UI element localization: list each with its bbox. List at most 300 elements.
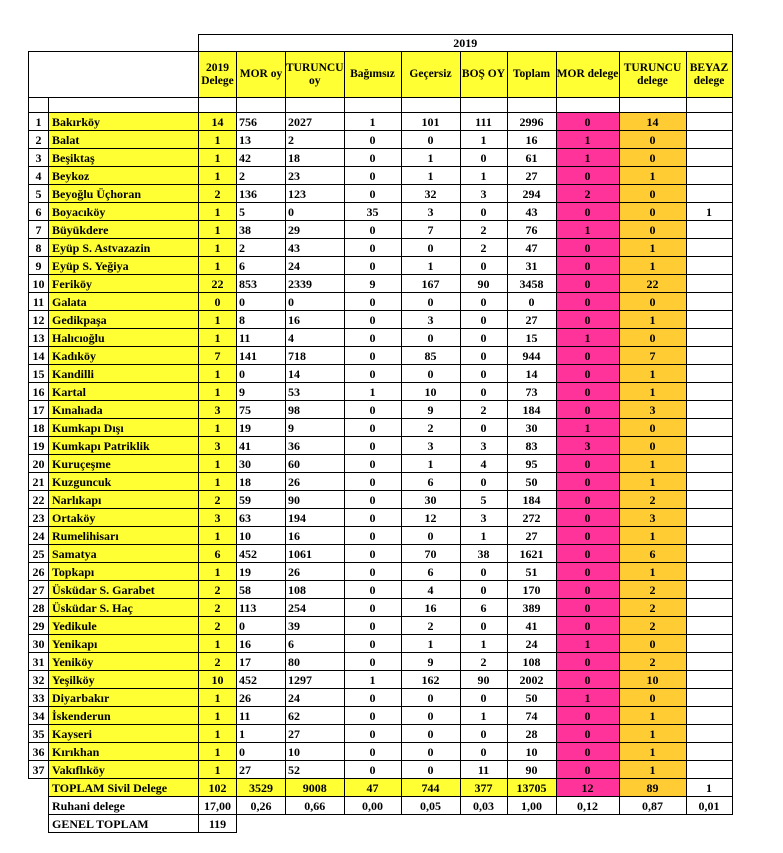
- cell-toplam: 76: [507, 221, 556, 239]
- cell-tur-del: 0: [619, 419, 686, 437]
- cell-mor: 63: [237, 509, 286, 527]
- cell-beyaz: [686, 653, 732, 671]
- table-row: [29, 743, 733, 761]
- total-row-turuncu: 9008: [286, 779, 345, 797]
- cell-mor: 18: [237, 473, 286, 491]
- cell-turuncu: 24: [286, 689, 345, 707]
- ruhani-row-mor-del: 0,12: [556, 797, 619, 815]
- table-row: [29, 545, 733, 563]
- total-row-mor: 3529: [237, 779, 286, 797]
- cell-toplam: 184: [507, 401, 556, 419]
- cell-gecersiz: 0: [401, 239, 460, 257]
- cell-gecersiz: 0: [401, 293, 460, 311]
- cell-name: Eyüp S. Astvazazin: [49, 239, 199, 257]
- cell-mor-del: 0: [556, 671, 619, 689]
- cell-mor: 0: [237, 365, 286, 383]
- cell-mor-del: 0: [556, 617, 619, 635]
- cell-gecersiz: 10: [401, 383, 460, 401]
- cell-name: Feriköy: [49, 275, 199, 293]
- cell-turuncu: 2339: [286, 275, 345, 293]
- cell-bos: 90: [460, 671, 507, 689]
- cell-toplam: 95: [507, 455, 556, 473]
- cell-gecersiz: 7: [401, 221, 460, 239]
- cell-toplam: 47: [507, 239, 556, 257]
- cell-mor-del: 0: [556, 581, 619, 599]
- cell-turuncu: 194: [286, 509, 345, 527]
- cell-bagimsiz: 0: [344, 743, 401, 761]
- cell-bagimsiz: 0: [344, 635, 401, 653]
- cell-gecersiz: 1: [401, 635, 460, 653]
- cell-toplam: 14: [507, 365, 556, 383]
- cell-gecersiz: 101: [401, 113, 460, 131]
- cell-tur-del: 1: [619, 167, 686, 185]
- cell-mor: 9: [237, 383, 286, 401]
- cell-gecersiz: 3: [401, 437, 460, 455]
- cell-bagimsiz: 1: [344, 113, 401, 131]
- cell-beyaz: [686, 473, 732, 491]
- cell-mor: 8: [237, 311, 286, 329]
- cell-mor: 1: [237, 725, 286, 743]
- cell-no: 7: [29, 221, 49, 239]
- cell-gecersiz: 3: [401, 203, 460, 221]
- cell-delege: 2: [199, 617, 237, 635]
- cell-mor: 75: [237, 401, 286, 419]
- cell-no: 37: [29, 761, 49, 779]
- cell-tur-del: 1: [619, 383, 686, 401]
- cell-toplam: 41: [507, 617, 556, 635]
- cell-no: 35: [29, 725, 49, 743]
- cell-name: Beşiktaş: [49, 149, 199, 167]
- cell-turuncu: 18: [286, 149, 345, 167]
- cell-bos: 0: [460, 419, 507, 437]
- cell-beyaz: [686, 185, 732, 203]
- cell-no: 20: [29, 455, 49, 473]
- table-row: [29, 203, 733, 221]
- cell-delege: 1: [199, 311, 237, 329]
- cell-tur-del: 2: [619, 617, 686, 635]
- cell-gecersiz: 2: [401, 617, 460, 635]
- cell-no: 24: [29, 527, 49, 545]
- cell-name: Rumelihisarı: [49, 527, 199, 545]
- cell-beyaz: [686, 725, 732, 743]
- cell-mor-del: 0: [556, 113, 619, 131]
- table-row: [29, 599, 733, 617]
- cell-toplam: 50: [507, 473, 556, 491]
- cell-turuncu: 60: [286, 455, 345, 473]
- cell-bagimsiz: 0: [344, 545, 401, 563]
- cell-no: 14: [29, 347, 49, 365]
- cell-name: Yenikapı: [49, 635, 199, 653]
- cell-turuncu: 90: [286, 491, 345, 509]
- cell-turuncu: 108: [286, 581, 345, 599]
- cell-beyaz: [686, 545, 732, 563]
- ruhani-row-tur-del: 0,87: [619, 797, 686, 815]
- cell-turuncu: 43: [286, 239, 345, 257]
- cell-mor-del: 0: [556, 761, 619, 779]
- cell-no: 6: [29, 203, 49, 221]
- cell-toplam: 108: [507, 653, 556, 671]
- cell-gecersiz: 0: [401, 527, 460, 545]
- cell-beyaz: [686, 671, 732, 689]
- cell-no: 2: [29, 131, 49, 149]
- cell-no: 23: [29, 509, 49, 527]
- cell-mor-del: 0: [556, 527, 619, 545]
- total-row-bagimsiz: 47: [344, 779, 401, 797]
- cell-tur-del: 1: [619, 527, 686, 545]
- cell-toplam: 61: [507, 149, 556, 167]
- cell-beyaz: [686, 509, 732, 527]
- cell-delege: 2: [199, 599, 237, 617]
- cell-beyaz: [686, 257, 732, 275]
- cell-gecersiz: 32: [401, 185, 460, 203]
- cell-mor-del: 0: [556, 725, 619, 743]
- cell-delege: 1: [199, 527, 237, 545]
- cell-mor: 2: [237, 167, 286, 185]
- header-turuncu-oy: TURUNCU oy: [286, 52, 345, 98]
- cell-gecersiz: 30: [401, 491, 460, 509]
- cell-gecersiz: 167: [401, 275, 460, 293]
- cell-name: Kuzguncuk: [49, 473, 199, 491]
- cell-name: Samatya: [49, 545, 199, 563]
- cell-no: 11: [29, 293, 49, 311]
- cell-tur-del: 1: [619, 761, 686, 779]
- cell-mor-del: 0: [556, 653, 619, 671]
- cell-bagimsiz: 0: [344, 149, 401, 167]
- cell-no: 29: [29, 617, 49, 635]
- cell-turuncu: 2027: [286, 113, 345, 131]
- cell-mor: 452: [237, 671, 286, 689]
- cell-delege: 1: [199, 365, 237, 383]
- cell-beyaz: [686, 689, 732, 707]
- cell-toplam: 83: [507, 437, 556, 455]
- cell-bagimsiz: 0: [344, 491, 401, 509]
- cell-turuncu: 718: [286, 347, 345, 365]
- cell-bagimsiz: 0: [344, 617, 401, 635]
- cell-mor: 141: [237, 347, 286, 365]
- table-row: [29, 617, 733, 635]
- cell-no: 19: [29, 437, 49, 455]
- cell-delege: 1: [199, 563, 237, 581]
- cell-bos: 111: [460, 113, 507, 131]
- cell-name: Bakırköy: [49, 113, 199, 131]
- cell-no: 21: [29, 473, 49, 491]
- table-row: [29, 311, 733, 329]
- table-row: [29, 365, 733, 383]
- cell-mor-del: 0: [556, 167, 619, 185]
- cell-bagimsiz: 0: [344, 599, 401, 617]
- cell-mor-del: 1: [556, 221, 619, 239]
- cell-mor: 452: [237, 545, 286, 563]
- total-row-label: TOPLAM Sivil Delege: [49, 779, 199, 797]
- ruhani-row-delege: 17,00: [199, 797, 237, 815]
- table-row: [29, 257, 733, 275]
- cell-bagimsiz: 0: [344, 437, 401, 455]
- cell-beyaz: [686, 491, 732, 509]
- cell-gecersiz: 6: [401, 473, 460, 491]
- cell-name: Topkapı: [49, 563, 199, 581]
- cell-mor-del: 0: [556, 347, 619, 365]
- cell-no: 9: [29, 257, 49, 275]
- cell-mor-del: 0: [556, 365, 619, 383]
- table-row: [29, 725, 733, 743]
- cell-toplam: 272: [507, 509, 556, 527]
- cell-bagimsiz: 0: [344, 329, 401, 347]
- cell-gecersiz: 85: [401, 347, 460, 365]
- cell-mor: 13: [237, 131, 286, 149]
- cell-name: Diyarbakır: [49, 689, 199, 707]
- cell-name: Büyükdere: [49, 221, 199, 239]
- cell-mor: 113: [237, 599, 286, 617]
- total-row: [29, 779, 733, 797]
- cell-toplam: 27: [507, 311, 556, 329]
- cell-mor-del: 1: [556, 149, 619, 167]
- cell-turuncu: 52: [286, 761, 345, 779]
- table-row: [29, 509, 733, 527]
- cell-gecersiz: 4: [401, 581, 460, 599]
- table-row: [29, 131, 733, 149]
- cell-delege: 1: [199, 257, 237, 275]
- cell-bagimsiz: 0: [344, 707, 401, 725]
- cell-mor: 136: [237, 185, 286, 203]
- cell-no: 22: [29, 491, 49, 509]
- cell-delege: 1: [199, 221, 237, 239]
- cell-gecersiz: 0: [401, 365, 460, 383]
- cell-bagimsiz: 1: [344, 671, 401, 689]
- cell-name: Halıcıoğlu: [49, 329, 199, 347]
- total-row-tur-del: 89: [619, 779, 686, 797]
- cell-delege: 1: [199, 131, 237, 149]
- cell-bagimsiz: 0: [344, 689, 401, 707]
- cell-tur-del: 1: [619, 563, 686, 581]
- cell-name: Vakıflıköy: [49, 761, 199, 779]
- cell-turuncu: 23: [286, 167, 345, 185]
- cell-bagimsiz: 0: [344, 653, 401, 671]
- cell-bagimsiz: 0: [344, 293, 401, 311]
- cell-beyaz: [686, 617, 732, 635]
- cell-tur-del: 22: [619, 275, 686, 293]
- ruhani-row-label: Ruhani delege: [49, 797, 199, 815]
- cell-bagimsiz: 1: [344, 383, 401, 401]
- cell-mor-del: 0: [556, 743, 619, 761]
- cell-no: 15: [29, 365, 49, 383]
- cell-mor-del: 0: [556, 257, 619, 275]
- cell-gecersiz: 16: [401, 599, 460, 617]
- cell-bos: 38: [460, 545, 507, 563]
- table-row: [29, 635, 733, 653]
- cell-tur-del: 1: [619, 365, 686, 383]
- cell-turuncu: 62: [286, 707, 345, 725]
- cell-tur-del: 0: [619, 149, 686, 167]
- cell-name: Kayseri: [49, 725, 199, 743]
- cell-mor: 19: [237, 419, 286, 437]
- cell-toplam: 24: [507, 635, 556, 653]
- cell-tur-del: 1: [619, 311, 686, 329]
- table-row: [29, 707, 733, 725]
- cell-tur-del: 0: [619, 203, 686, 221]
- cell-name: Yeniköy: [49, 653, 199, 671]
- cell-bos: 3: [460, 185, 507, 203]
- cell-tur-del: 0: [619, 131, 686, 149]
- cell-toplam: 2996: [507, 113, 556, 131]
- cell-delege: 1: [199, 149, 237, 167]
- cell-turuncu: 39: [286, 617, 345, 635]
- cell-name: Üsküdar S. Haç: [49, 599, 199, 617]
- cell-mor: 10: [237, 527, 286, 545]
- cell-mor-del: 1: [556, 419, 619, 437]
- cell-toplam: 2002: [507, 671, 556, 689]
- cell-toplam: 74: [507, 707, 556, 725]
- cell-bos: 1: [460, 707, 507, 725]
- total-row-mor-del: 12: [556, 779, 619, 797]
- cell-bagimsiz: 0: [344, 509, 401, 527]
- cell-beyaz: [686, 221, 732, 239]
- cell-turuncu: 26: [286, 473, 345, 491]
- cell-name: İskenderun: [49, 707, 199, 725]
- cell-mor: 30: [237, 455, 286, 473]
- cell-delege: 3: [199, 509, 237, 527]
- cell-bos: 2: [460, 401, 507, 419]
- cell-mor: 756: [237, 113, 286, 131]
- cell-bos: 0: [460, 617, 507, 635]
- cell-mor-del: 0: [556, 491, 619, 509]
- cell-bagimsiz: 0: [344, 473, 401, 491]
- cell-bos: 0: [460, 257, 507, 275]
- cell-tur-del: 1: [619, 707, 686, 725]
- cell-beyaz: [686, 113, 732, 131]
- header-mor-oy: MOR oy: [237, 52, 286, 98]
- cell-tur-del: 14: [619, 113, 686, 131]
- cell-mor: 41: [237, 437, 286, 455]
- cell-no: 4: [29, 167, 49, 185]
- cell-delege: 7: [199, 347, 237, 365]
- cell-beyaz: [686, 761, 732, 779]
- cell-turuncu: 26: [286, 563, 345, 581]
- election-results-table: [28, 34, 733, 833]
- ruhani-row-bos: 0,03: [460, 797, 507, 815]
- cell-mor: 0: [237, 617, 286, 635]
- cell-turuncu: 1061: [286, 545, 345, 563]
- cell-turuncu: 16: [286, 527, 345, 545]
- cell-name: Kadıköy: [49, 347, 199, 365]
- cell-gecersiz: 9: [401, 653, 460, 671]
- cell-beyaz: [686, 599, 732, 617]
- cell-delege: 22: [199, 275, 237, 293]
- cell-bos: 0: [460, 311, 507, 329]
- cell-tur-del: 0: [619, 329, 686, 347]
- header-beyaz-delege: BEYAZ delege: [686, 52, 732, 98]
- year-row: [29, 35, 733, 52]
- cell-beyaz: [686, 455, 732, 473]
- cell-beyaz: [686, 293, 732, 311]
- cell-name: Kınalıada: [49, 401, 199, 419]
- cell-beyaz: [686, 401, 732, 419]
- cell-beyaz: [686, 149, 732, 167]
- cell-turuncu: 254: [286, 599, 345, 617]
- cell-name: Beyoğlu Üçhoran: [49, 185, 199, 203]
- cell-turuncu: 80: [286, 653, 345, 671]
- cell-no: 30: [29, 635, 49, 653]
- ruhani-row-mor: 0,26: [237, 797, 286, 815]
- total-row-delege: 102: [199, 779, 237, 797]
- cell-mor: 38: [237, 221, 286, 239]
- cell-bos: 0: [460, 383, 507, 401]
- table-row: [29, 455, 733, 473]
- cell-turuncu: 2: [286, 131, 345, 149]
- cell-bagimsiz: 0: [344, 131, 401, 149]
- cell-bagimsiz: 0: [344, 527, 401, 545]
- cell-tur-del: 0: [619, 293, 686, 311]
- cell-no: 10: [29, 275, 49, 293]
- cell-beyaz: [686, 167, 732, 185]
- spacer-row: [29, 98, 733, 113]
- cell-no: 12: [29, 311, 49, 329]
- cell-delege: 1: [199, 383, 237, 401]
- cell-tur-del: 10: [619, 671, 686, 689]
- cell-name: Üsküdar S. Garabet: [49, 581, 199, 599]
- cell-mor-del: 1: [556, 329, 619, 347]
- cell-mor: 58: [237, 581, 286, 599]
- cell-gecersiz: 1: [401, 257, 460, 275]
- cell-mor: 0: [237, 743, 286, 761]
- cell-delege: 3: [199, 437, 237, 455]
- table-row: [29, 491, 733, 509]
- cell-bos: 0: [460, 725, 507, 743]
- cell-delege: 0: [199, 293, 237, 311]
- cell-bos: 90: [460, 275, 507, 293]
- cell-mor: 59: [237, 491, 286, 509]
- cell-delege: 1: [199, 473, 237, 491]
- cell-name: Narlıkapı: [49, 491, 199, 509]
- cell-mor: 16: [237, 635, 286, 653]
- cell-no: 34: [29, 707, 49, 725]
- cell-bos: 1: [460, 527, 507, 545]
- cell-name: Boyacıköy: [49, 203, 199, 221]
- cell-toplam: 16: [507, 131, 556, 149]
- cell-gecersiz: 3: [401, 311, 460, 329]
- cell-delege: 10: [199, 671, 237, 689]
- cell-beyaz: [686, 365, 732, 383]
- cell-bos: 0: [460, 329, 507, 347]
- cell-gecersiz: 0: [401, 725, 460, 743]
- grand-total-row: [29, 815, 733, 833]
- cell-bagimsiz: 0: [344, 563, 401, 581]
- cell-tur-del: 1: [619, 455, 686, 473]
- cell-delege: 2: [199, 653, 237, 671]
- cell-mor-del: 1: [556, 635, 619, 653]
- cell-mor-del: 0: [556, 707, 619, 725]
- cell-name: Kumkapı Dışı: [49, 419, 199, 437]
- cell-bos: 0: [460, 365, 507, 383]
- cell-bagimsiz: 0: [344, 419, 401, 437]
- cell-delege: 1: [199, 203, 237, 221]
- cell-toplam: 294: [507, 185, 556, 203]
- cell-bos: 0: [460, 473, 507, 491]
- cell-delege: 6: [199, 545, 237, 563]
- cell-bos: 2: [460, 653, 507, 671]
- cell-turuncu: 98: [286, 401, 345, 419]
- cell-mor-del: 1: [556, 131, 619, 149]
- table-row: [29, 401, 733, 419]
- cell-gecersiz: 6: [401, 563, 460, 581]
- cell-delege: 1: [199, 239, 237, 257]
- cell-turuncu: 53: [286, 383, 345, 401]
- cell-gecersiz: 0: [401, 131, 460, 149]
- cell-bos: 0: [460, 293, 507, 311]
- ruhani-row-gecersiz: 0,05: [401, 797, 460, 815]
- cell-bagimsiz: 0: [344, 185, 401, 203]
- cell-toplam: 389: [507, 599, 556, 617]
- cell-turuncu: 4: [286, 329, 345, 347]
